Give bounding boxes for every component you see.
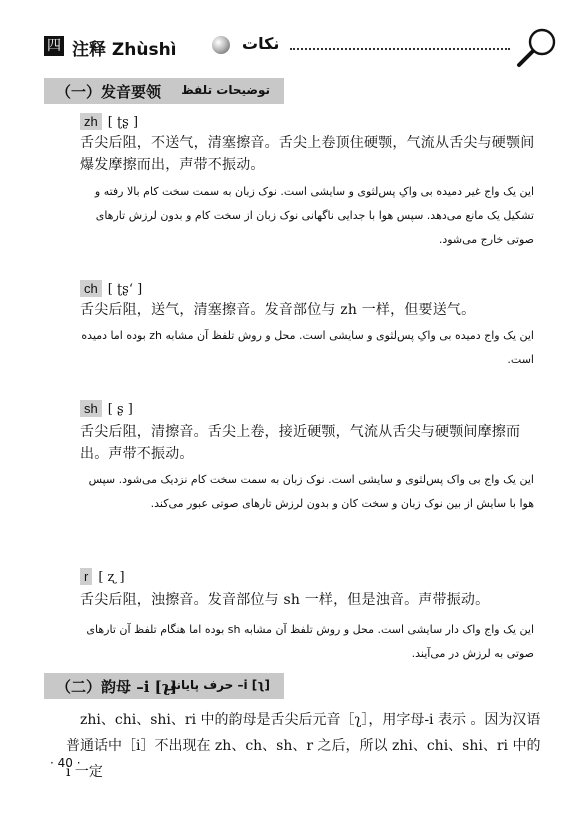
- page-number: · 40 ·: [50, 756, 81, 770]
- body-paragraph: zhi、chi、shi、ri 中的韵母是舌尖后元音［ʅ］，用字母-i 表示 。因为汉语普通话中［i］不出现在 zh、ch、sh、r 之后，所以 zhi、chi、shi、ri 中的 i 一定: [66, 712, 541, 780]
- zh-description: 舌尖后阻，浊擦音。发音部位与 sh 一样，但是浊音。声带振动。: [80, 592, 490, 608]
- fa-description: این یک واج غیر دمیده بی واکِ پس‌لثوی و سایشی است. نوک زبان به سمت سخت کام بالا رفته و تشکیل یک مانع می‌دهد. سپس هوا با جدایی ناگهانی نوک زبان از سخت کام و بدون لرزش تارهای صوتی خارج می‌شود.: [94, 185, 534, 246]
- section-heading-fa: حرف پایانی –i [ʅ]: [164, 678, 270, 692]
- section-heading-zh: （二）韵母 –i [ʅ]: [56, 678, 177, 696]
- fa-description: این یک واج بی واک پس‌لثوی و سایشی است. نوک زبان به سمت سخت کام نزدیک می‌شود. سپس هوا با سایش از بین نوک زبان و سخت کان و بدون لرزش تارهای صوتی عبور می‌کند.: [88, 473, 534, 510]
- fa-description: این یک واج دمیده بی واکِ پس‌لثوی و سایشی است. محل و روش تلفظ آن مشابه zh بوده اما دمیده است.: [81, 329, 534, 366]
- chapter-title-fa: نکات: [242, 34, 280, 53]
- zh-description: 舌尖后阻，送气，清塞擦音。发音部位与 zh 一样，但要送气。: [80, 302, 476, 318]
- initial-tag-sh: [80, 398, 133, 415]
- sphere-icon: [212, 36, 230, 54]
- initial-label: sh: [80, 400, 102, 417]
- magnifier-icon: [514, 26, 560, 68]
- chapter-header: [44, 30, 544, 66]
- zh-description: 舌尖后阻，不送气，清塞擦音。舌尖上卷顶住硬颚，气流从舌尖与硬颚间爆发摩擦而出，声带不振动。: [80, 135, 535, 173]
- initial-tag-zh: [80, 111, 138, 128]
- initial-label: ch: [80, 280, 102, 297]
- ipa-label: [ ʈʂʻ ]: [107, 282, 143, 297]
- section-number-badge: 四: [44, 36, 64, 56]
- ipa-label: [ ʐ ]: [98, 570, 125, 585]
- section-heading-fa: توضیحات تلفظ: [181, 83, 270, 97]
- zh-description: 舌尖后阻，清擦音。舌尖上卷，接近硬颚，气流从舌尖与硬颚间摩擦而出。声带不振动。: [80, 424, 521, 462]
- section-heading-zh: （一）发音要领: [56, 83, 162, 101]
- initial-label: r: [80, 568, 92, 585]
- initial-label: zh: [80, 113, 102, 130]
- dotted-leader: [290, 48, 510, 50]
- section-heading-final: [44, 673, 284, 699]
- fa-description: این یک واج واک دار سایشی است. محل و روش تلفظ آن مشابه sh بوده اما هنگام تلفظ آن تارهای صوتی به لرزش در می‌آیند.: [86, 623, 534, 660]
- ipa-label: [ ʂ ]: [107, 402, 133, 417]
- ipa-label: [ ʈʂ ]: [107, 115, 139, 130]
- chapter-title: 注释 Zhùshì: [72, 40, 177, 60]
- section-heading-pronunciation: [44, 78, 284, 104]
- initial-tag-ch: [80, 278, 142, 295]
- initial-tag-r: [80, 566, 125, 583]
